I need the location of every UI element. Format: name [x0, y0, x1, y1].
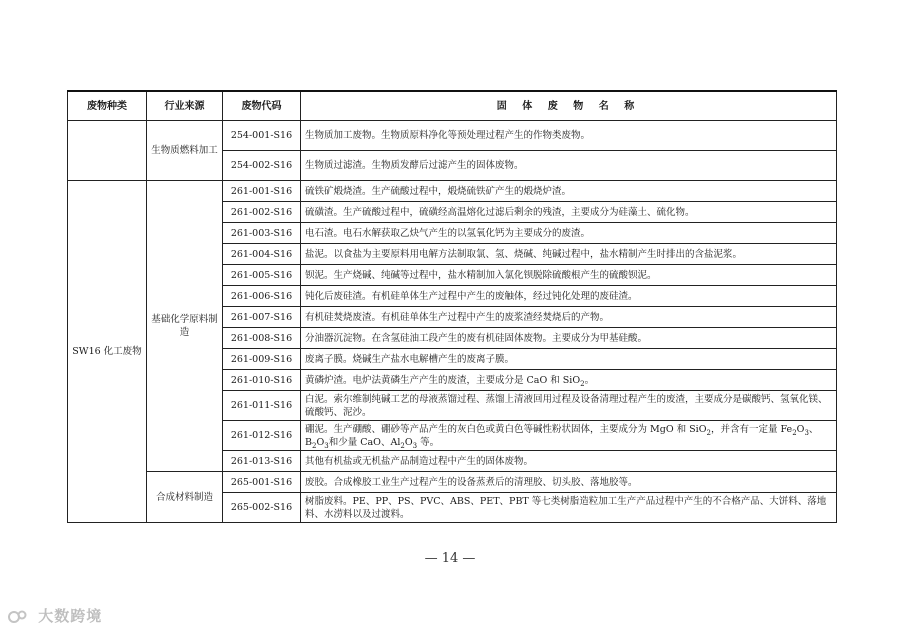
header-name: 固 体 废 物 名 称 [301, 91, 837, 121]
source-basic-chemical: 基础化学原料制造 [147, 181, 223, 472]
header-source: 行业来源 [147, 91, 223, 121]
waste-desc-sub: 硼泥。生产硼酸、硼砂等产品产生的灰白色或黄白色等碱性粉状固体，主要成分为 MgO 和 SiO$_2$，并含有一定量 $Fe_2O_3$、$B_2O_3$和少量 CaO、$Al_2O_3$ 等。 [301, 421, 837, 451]
waste-desc: 钝化后废硅渣。有机硅单体生产过程中产生的废触体，经过钝化处理的废硅渣。 [301, 286, 837, 307]
source-biomass: 生物质燃料加工 [147, 121, 223, 181]
source-synthetic: 合成材料制造 [147, 472, 223, 523]
watermark-logo-icon [8, 609, 28, 625]
header-code: 废物代码 [223, 91, 301, 121]
category-sw16: SW16 化工废物 [68, 181, 147, 523]
waste-code: 261-001-S16 [223, 181, 301, 202]
waste-code: 261-002-S16 [223, 202, 301, 223]
page-number: — 14 — [424, 551, 476, 566]
waste-desc: 废离子膜。烧碱生产盐水电解槽产生的废离子膜。 [301, 349, 837, 370]
waste-desc: 硫磺渣。生产硫酸过程中，硫磺经高温熔化过滤后剩余的残渣，主要成分为硅藻土、硫化物。 [301, 202, 837, 223]
waste-desc: 钡泥。生产烧碱、纯碱等过程中，盐水精制加入氯化钡脱除硫酸根产生的硫酸钡泥。 [301, 265, 837, 286]
waste-code: 261-011-S16 [223, 391, 301, 421]
waste-desc: 生物质加工废物。生物质原料净化等预处理过程产生的作物类废物。 [301, 121, 837, 151]
table-row [68, 121, 837, 151]
waste-desc: 电石渣。电石水解获取乙炔气产生的以氢氧化钙为主要成分的废渣。 [301, 223, 837, 244]
waste-desc: 分油器沉淀物。在含氢硅油工段产生的废有机硅固体废物。主要成分为甲基硅酸。 [301, 328, 837, 349]
table-header-row [68, 91, 837, 121]
waste-desc-sub: 黄磷炉渣。电炉法黄磷生产产生的废渣，主要成分是 CaO 和 SiO$_2$。 [301, 370, 837, 391]
waste-desc: 其他有机盐或无机盐产品制造过程中产生的固体废物。 [301, 451, 837, 472]
waste-code: 261-008-S16 [223, 328, 301, 349]
waste-code: 254-001-S16 [223, 121, 301, 151]
waste-code: 261-006-S16 [223, 286, 301, 307]
waste-code: 261-007-S16 [223, 307, 301, 328]
waste-code: 261-012-S16 [223, 421, 301, 451]
watermark [8, 605, 102, 626]
waste-code: 261-003-S16 [223, 223, 301, 244]
waste-table [67, 90, 837, 523]
waste-desc: 硫铁矿煅烧渣。生产硫酸过程中，煅烧硫铁矿产生的煅烧炉渣。 [301, 181, 837, 202]
waste-desc: 白泥。索尔维制纯碱工艺的母液蒸馏过程、蒸馏上清液回用过程及设备清理过程产生的废渣，主要成分是碳酸钙、氢氧化镁、硫酸钙、泥沙。 [301, 391, 837, 421]
waste-code: 265-001-S16 [223, 472, 301, 493]
waste-code: 261-013-S16 [223, 451, 301, 472]
header-category: 废物种类 [68, 91, 147, 121]
waste-desc: 树脂废料。PE、PP、PS、PVC、ABS、PET、PBT 等七类树脂造粒加工生产产品过程中产生的不合格产品、大饼料、落地料、水涝料以及过渡料。 [301, 493, 837, 523]
table-row [68, 181, 837, 202]
category-cell-empty [68, 121, 147, 181]
table-row [68, 472, 837, 493]
waste-desc: 生物质过滤渣。生物质发酵后过滤产生的固体废物。 [301, 151, 837, 181]
waste-code: 261-004-S16 [223, 244, 301, 265]
watermark-text: 大数跨境 [38, 607, 103, 625]
waste-code: 261-005-S16 [223, 265, 301, 286]
waste-code: 261-009-S16 [223, 349, 301, 370]
waste-code: 265-002-S16 [223, 493, 301, 523]
waste-code: 254-002-S16 [223, 151, 301, 181]
waste-code: 261-010-S16 [223, 370, 301, 391]
waste-desc: 有机硅焚烧废渣。有机硅单体生产过程中产生的废浆渣经焚烧后的产物。 [301, 307, 837, 328]
waste-desc: 废胶。合成橡胶工业生产过程产生的设备蒸煮后的清理胶、切头胶、落地胶等。 [301, 472, 837, 493]
waste-desc: 盐泥。以食盐为主要原料用电解方法制取氯、氢、烧碱、纯碱过程中，盐水精制产生时排出的含盐泥浆。 [301, 244, 837, 265]
